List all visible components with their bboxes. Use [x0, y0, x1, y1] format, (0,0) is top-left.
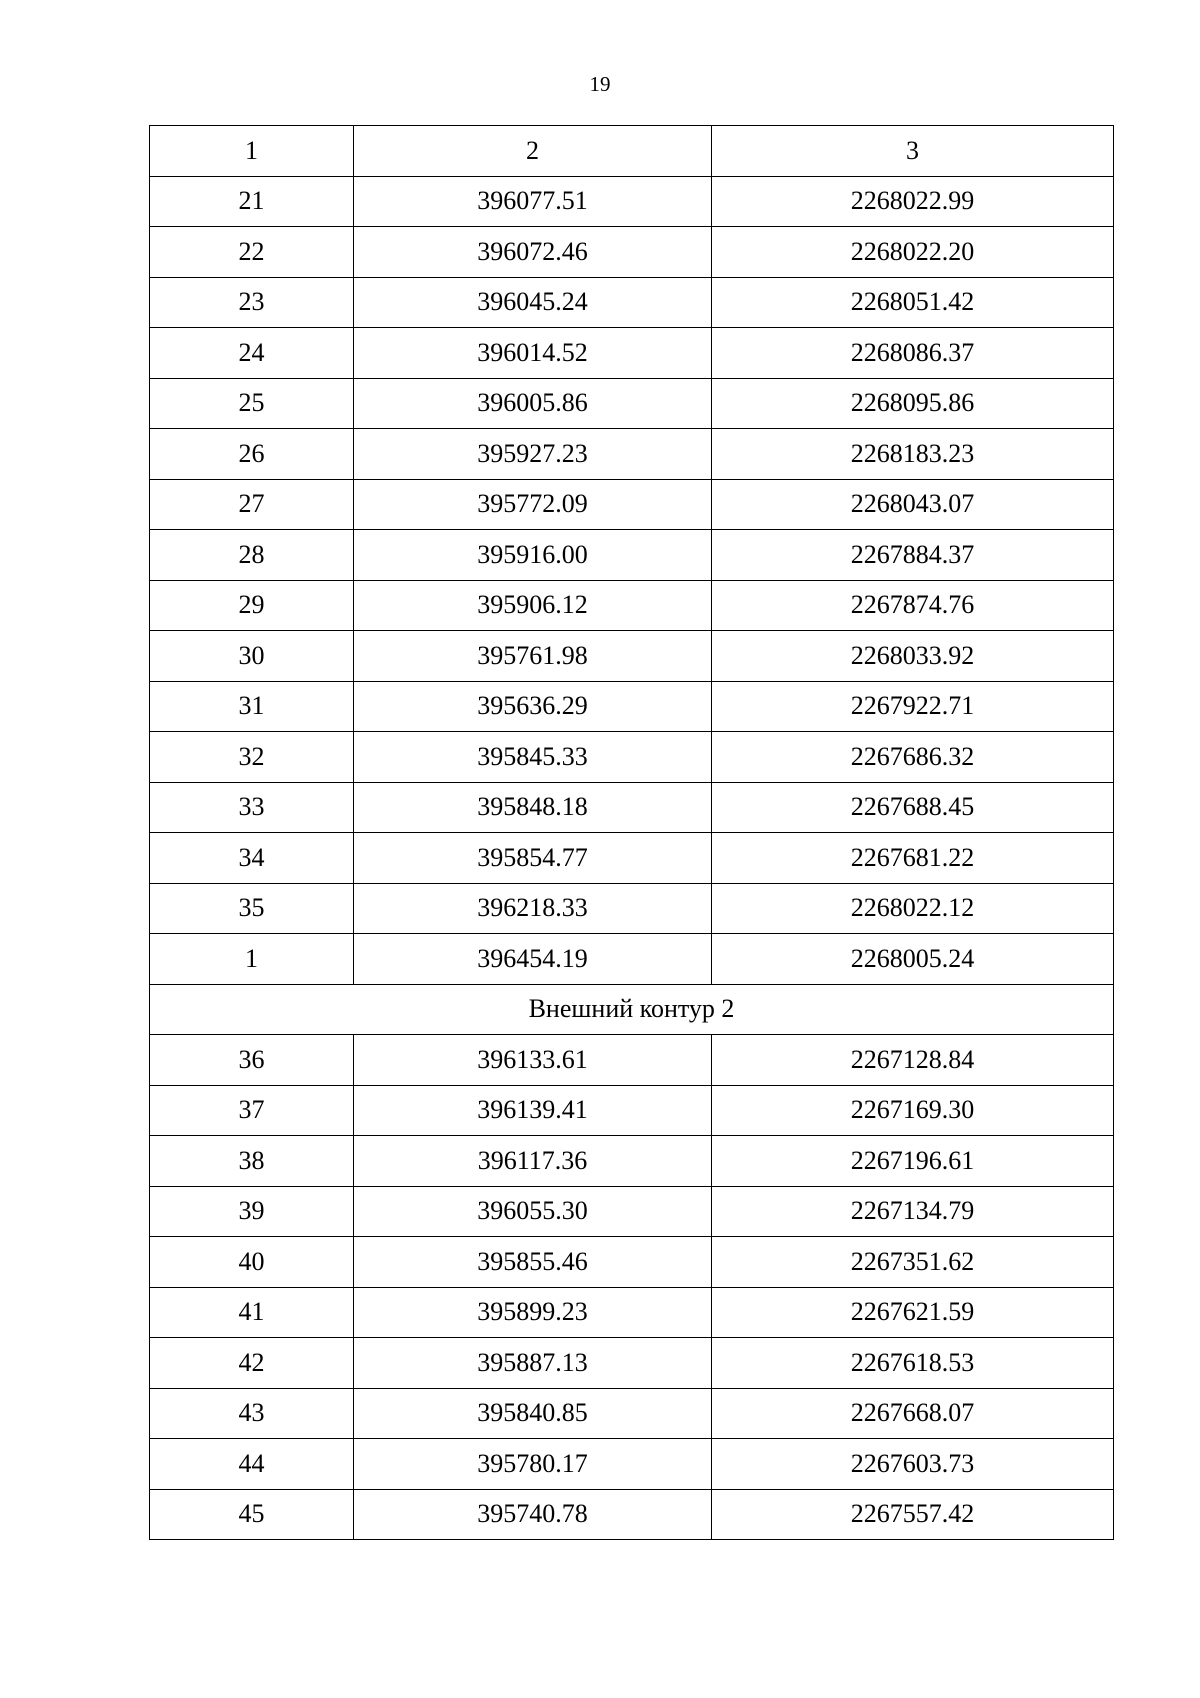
x-coordinate-cell: 395916.00	[354, 530, 712, 581]
point-number-cell: 23	[150, 277, 354, 328]
point-number-cell: 36	[150, 1035, 354, 1086]
x-coordinate-cell: 395840.85	[354, 1388, 712, 1439]
y-coordinate-cell: 2268022.99	[712, 176, 1114, 227]
table-row	[150, 1388, 1114, 1439]
x-coordinate-cell: 396077.51	[354, 176, 712, 227]
coordinates-table-body	[150, 126, 1114, 1540]
table-row	[150, 328, 1114, 379]
y-coordinate-cell: 2267686.32	[712, 732, 1114, 783]
x-coordinate-cell: 395854.77	[354, 833, 712, 884]
point-number-cell: 43	[150, 1388, 354, 1439]
table-row	[150, 378, 1114, 429]
x-coordinate-cell: 395740.78	[354, 1489, 712, 1540]
table-row	[150, 227, 1114, 278]
table-row	[150, 580, 1114, 631]
y-coordinate-cell: 2268022.20	[712, 227, 1114, 278]
table-row	[150, 883, 1114, 934]
table-row	[150, 1489, 1114, 1540]
point-number-cell: 25	[150, 378, 354, 429]
page-number: 19	[589, 72, 611, 96]
point-number-cell: 33	[150, 782, 354, 833]
x-coordinate-cell: 395899.23	[354, 1287, 712, 1338]
section-title-row	[150, 984, 1114, 1035]
point-number-cell: 41	[150, 1287, 354, 1338]
table-row	[150, 1237, 1114, 1288]
x-coordinate-cell: 396133.61	[354, 1035, 712, 1086]
table-row	[150, 681, 1114, 732]
y-coordinate-cell: 2267618.53	[712, 1338, 1114, 1389]
x-coordinate-cell: 395927.23	[354, 429, 712, 480]
table-row	[150, 1439, 1114, 1490]
table-row	[150, 934, 1114, 985]
y-coordinate-cell: 2268022.12	[712, 883, 1114, 934]
table-row	[150, 732, 1114, 783]
table-row	[150, 833, 1114, 884]
point-number-cell: 45	[150, 1489, 354, 1540]
y-coordinate-cell: 2267603.73	[712, 1439, 1114, 1490]
table-header-row	[150, 126, 1114, 177]
y-coordinate-cell: 2267874.76	[712, 580, 1114, 631]
point-number-cell: 21	[150, 176, 354, 227]
y-coordinate-cell: 2267884.37	[712, 530, 1114, 581]
x-coordinate-cell: 396139.41	[354, 1085, 712, 1136]
header-cell-2: 2	[354, 126, 712, 177]
point-number-cell: 40	[150, 1237, 354, 1288]
point-number-cell: 24	[150, 328, 354, 379]
x-coordinate-cell: 395845.33	[354, 732, 712, 783]
y-coordinate-cell: 2268043.07	[712, 479, 1114, 530]
point-number-cell: 39	[150, 1186, 354, 1237]
y-coordinate-cell: 2267557.42	[712, 1489, 1114, 1540]
point-number-cell: 1	[150, 934, 354, 985]
y-coordinate-cell: 2267128.84	[712, 1035, 1114, 1086]
section-title: Внешний контур 2	[150, 984, 1114, 1035]
table-row	[150, 631, 1114, 682]
y-coordinate-cell: 2267169.30	[712, 1085, 1114, 1136]
table-row	[150, 782, 1114, 833]
y-coordinate-cell: 2267668.07	[712, 1388, 1114, 1439]
point-number-cell: 37	[150, 1085, 354, 1136]
coordinates-table	[149, 125, 1114, 1540]
point-number-cell: 29	[150, 580, 354, 631]
table-row	[150, 176, 1114, 227]
y-coordinate-cell: 2268051.42	[712, 277, 1114, 328]
x-coordinate-cell: 396072.46	[354, 227, 712, 278]
table-row	[150, 277, 1114, 328]
point-number-cell: 44	[150, 1439, 354, 1490]
y-coordinate-cell: 2267922.71	[712, 681, 1114, 732]
x-coordinate-cell: 396014.52	[354, 328, 712, 379]
point-number-cell: 30	[150, 631, 354, 682]
header-cell-1: 1	[150, 126, 354, 177]
table-row	[150, 1035, 1114, 1086]
x-coordinate-cell: 395761.98	[354, 631, 712, 682]
x-coordinate-cell: 396055.30	[354, 1186, 712, 1237]
x-coordinate-cell: 396218.33	[354, 883, 712, 934]
x-coordinate-cell: 395887.13	[354, 1338, 712, 1389]
y-coordinate-cell: 2268095.86	[712, 378, 1114, 429]
y-coordinate-cell: 2267351.62	[712, 1237, 1114, 1288]
header-cell-3: 3	[712, 126, 1114, 177]
y-coordinate-cell: 2267621.59	[712, 1287, 1114, 1338]
table-row	[150, 479, 1114, 530]
point-number-cell: 38	[150, 1136, 354, 1187]
x-coordinate-cell: 395855.46	[354, 1237, 712, 1288]
point-number-cell: 42	[150, 1338, 354, 1389]
y-coordinate-cell: 2268005.24	[712, 934, 1114, 985]
table-row	[150, 1085, 1114, 1136]
point-number-cell: 32	[150, 732, 354, 783]
x-coordinate-cell: 395848.18	[354, 782, 712, 833]
point-number-cell: 22	[150, 227, 354, 278]
y-coordinate-cell: 2267134.79	[712, 1186, 1114, 1237]
point-number-cell: 28	[150, 530, 354, 581]
table-row	[150, 530, 1114, 581]
y-coordinate-cell: 2267688.45	[712, 782, 1114, 833]
table-row	[150, 1186, 1114, 1237]
x-coordinate-cell: 395772.09	[354, 479, 712, 530]
table-row	[150, 1287, 1114, 1338]
point-number-cell: 26	[150, 429, 354, 480]
x-coordinate-cell: 396117.36	[354, 1136, 712, 1187]
y-coordinate-cell: 2268183.23	[712, 429, 1114, 480]
x-coordinate-cell: 396005.86	[354, 378, 712, 429]
x-coordinate-cell: 396454.19	[354, 934, 712, 985]
table-row	[150, 1136, 1114, 1187]
x-coordinate-cell: 395906.12	[354, 580, 712, 631]
point-number-cell: 31	[150, 681, 354, 732]
y-coordinate-cell: 2267196.61	[712, 1136, 1114, 1187]
y-coordinate-cell: 2268033.92	[712, 631, 1114, 682]
x-coordinate-cell: 396045.24	[354, 277, 712, 328]
y-coordinate-cell: 2268086.37	[712, 328, 1114, 379]
point-number-cell: 34	[150, 833, 354, 884]
y-coordinate-cell: 2267681.22	[712, 833, 1114, 884]
x-coordinate-cell: 395780.17	[354, 1439, 712, 1490]
table-row	[150, 429, 1114, 480]
point-number-cell: 35	[150, 883, 354, 934]
x-coordinate-cell: 395636.29	[354, 681, 712, 732]
table-row	[150, 1338, 1114, 1389]
point-number-cell: 27	[150, 479, 354, 530]
